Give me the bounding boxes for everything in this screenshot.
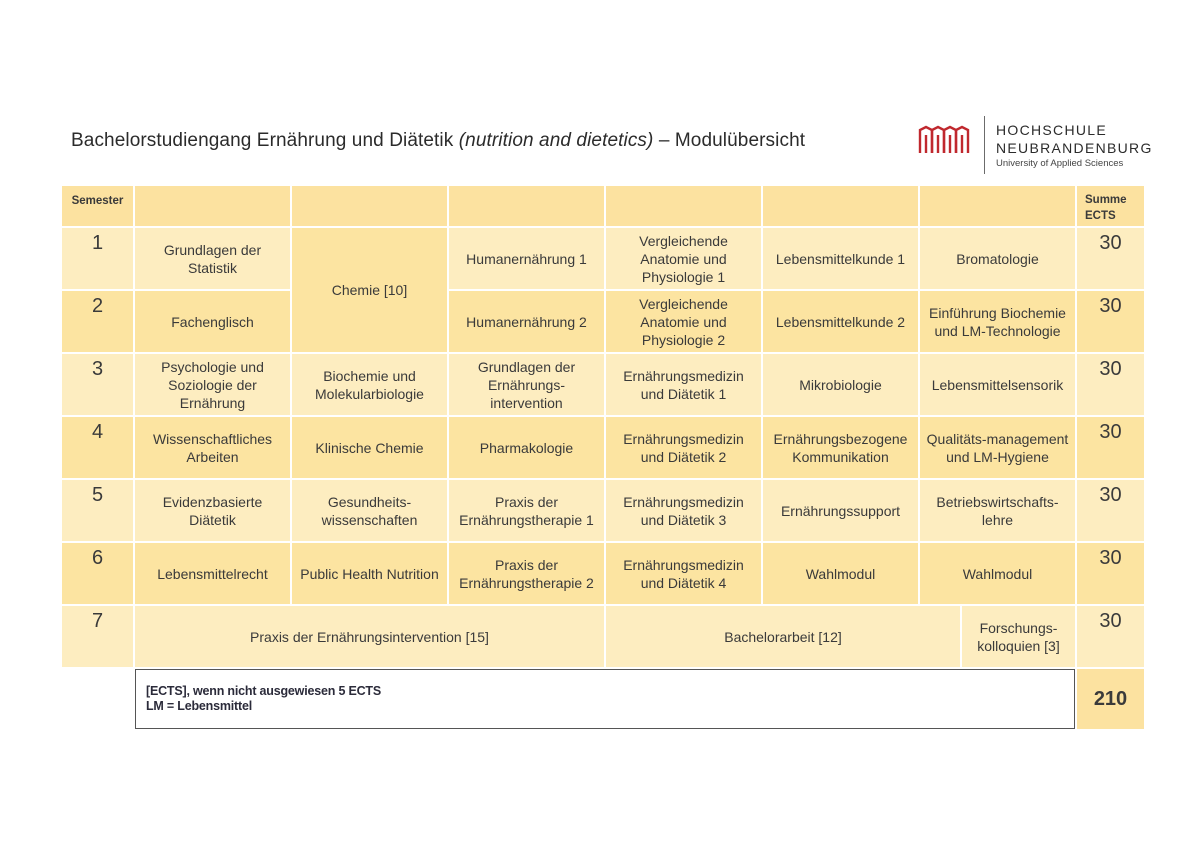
module-cell: Lebensmittelkunde 2 bbox=[763, 291, 918, 352]
semester-number: 1 bbox=[62, 228, 133, 289]
legend-line: LM = Lebensmittel bbox=[146, 699, 252, 713]
module-cell: Ernährungsmedizin und Diätetik 1 bbox=[606, 354, 761, 415]
semester-number: 6 bbox=[62, 543, 133, 604]
legend-box bbox=[135, 669, 1075, 729]
header-blank bbox=[292, 186, 447, 226]
header-blank bbox=[763, 186, 918, 226]
ects-cell: 30 bbox=[1077, 606, 1144, 667]
semester-number: 5 bbox=[62, 480, 133, 541]
module-cell: Vergleichende Anatomie und Physiologie 2 bbox=[606, 291, 761, 352]
module-cell: Grundlagen der Statistik bbox=[135, 228, 290, 289]
module-cell: Klinische Chemie bbox=[292, 417, 447, 478]
module-cell: Public Health Nutrition bbox=[292, 543, 447, 604]
module-cell: Evidenzbasierte Diätetik bbox=[135, 480, 290, 541]
module-cell: Ernährungsmedizin und Diätetik 3 bbox=[606, 480, 761, 541]
semester-number: 7 bbox=[62, 606, 133, 667]
module-cell: Praxis der Ernährungsintervention [15] bbox=[135, 606, 604, 667]
ects-cell: 30 bbox=[1077, 480, 1144, 541]
module-cell: Grundlagen der Ernährungs-intervention bbox=[449, 354, 604, 415]
module-cell: Ernährungsmedizin und Diätetik 2 bbox=[606, 417, 761, 478]
module-cell: Ernährungssupport bbox=[763, 480, 918, 541]
module-cell: Bachelorarbeit [12] bbox=[606, 606, 960, 667]
semester-number: 2 bbox=[62, 291, 133, 352]
module-cell: Vergleichende Anatomie und Physiologie 1 bbox=[606, 228, 761, 289]
module-cell: Ernährungsmedizin und Diätetik 4 bbox=[606, 543, 761, 604]
module-cell: Qualitäts-management und LM-Hygiene bbox=[920, 417, 1075, 478]
module-cell-chemie: Chemie [10] bbox=[292, 228, 447, 352]
module-cell: Psychologie und Soziologie der Ernährung bbox=[135, 354, 290, 415]
header-sum-ects: Summe ECTS bbox=[1077, 186, 1144, 226]
module-cell: Biochemie und Molekularbiologie bbox=[292, 354, 447, 415]
logo-name: HOCHSCHULE NEUBRANDENBURG bbox=[996, 122, 1153, 156]
page-title: Bachelorstudiengang Ernährung und Diätetik (nutrition and dietetics) – Modulübersicht bbox=[71, 130, 806, 151]
legend-line: [ECTS], wenn nicht ausgewiesen 5 ECTS bbox=[146, 684, 382, 698]
module-cell: Praxis der Ernährungstherapie 2 bbox=[449, 543, 604, 604]
header-blank bbox=[920, 186, 1075, 226]
module-cell: Pharmakologie bbox=[449, 417, 604, 478]
module-cell: Einführung Biochemie und LM-Technologie bbox=[920, 291, 1075, 352]
ects-cell: 30 bbox=[1077, 291, 1144, 352]
module-cell: Mikrobiologie bbox=[763, 354, 918, 415]
ects-cell: 30 bbox=[1077, 417, 1144, 478]
logo-subtitle: University of Applied Sciences bbox=[996, 158, 1124, 169]
module-cell: Wissenschaftliches Arbeiten bbox=[135, 417, 290, 478]
university-logo bbox=[918, 116, 1158, 176]
module-cell: Humanernährung 1 bbox=[449, 228, 604, 289]
module-cell: Betriebswirtschafts-lehre bbox=[920, 480, 1075, 541]
module-cell: Wahlmodul bbox=[920, 543, 1075, 604]
module-cell: Ernährungsbezogene Kommunikation bbox=[763, 417, 918, 478]
module-cell: Wahlmodul bbox=[763, 543, 918, 604]
semester-number: 4 bbox=[62, 417, 133, 478]
ects-cell: 30 bbox=[1077, 543, 1144, 604]
module-cell: Humanernährung 2 bbox=[449, 291, 604, 352]
header-blank bbox=[449, 186, 604, 226]
module-cell: Bromatologie bbox=[920, 228, 1075, 289]
module-cell: Praxis der Ernährungstherapie 1 bbox=[449, 480, 604, 541]
module-cell: Forschungs-kolloquien [3] bbox=[962, 606, 1075, 667]
ects-cell: 30 bbox=[1077, 228, 1144, 289]
header-blank bbox=[606, 186, 761, 226]
module-cell: Lebensmittelkunde 1 bbox=[763, 228, 918, 289]
total-ects: 210 bbox=[1077, 669, 1144, 729]
module-table bbox=[62, 186, 1144, 732]
logo-divider bbox=[984, 116, 985, 174]
semester-number: 3 bbox=[62, 354, 133, 415]
module-cell: Lebensmittelrecht bbox=[135, 543, 290, 604]
module-cell: Lebensmittelsensorik bbox=[920, 354, 1075, 415]
module-cell: Gesundheits-wissenschaften bbox=[292, 480, 447, 541]
spacer bbox=[62, 669, 133, 729]
header-semester: Semester bbox=[62, 186, 133, 226]
university-logo-icon bbox=[918, 125, 970, 155]
module-cell: Fachenglisch bbox=[135, 291, 290, 352]
ects-cell: 30 bbox=[1077, 354, 1144, 415]
header-blank bbox=[135, 186, 290, 226]
